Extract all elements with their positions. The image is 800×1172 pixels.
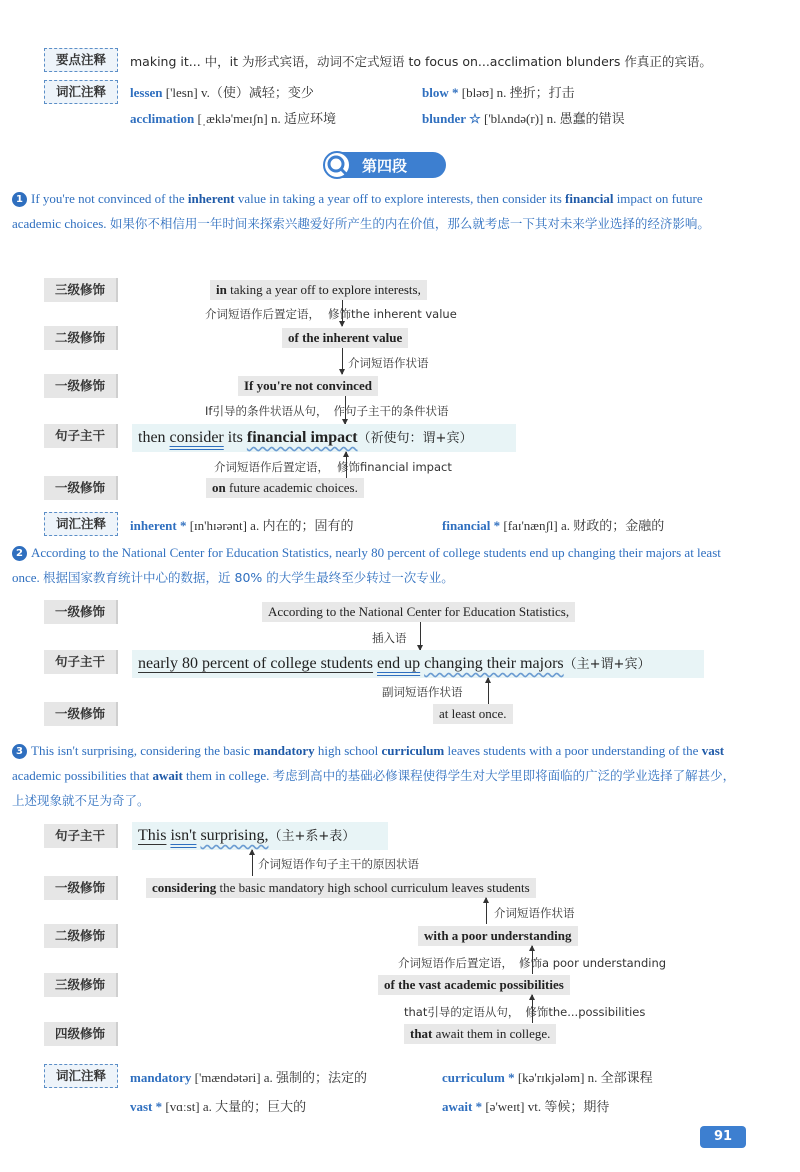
- modifier-level-2: of the inherent value: [282, 328, 408, 348]
- vocab-entry: await * [ə'weɪt] vt. 等候；期待: [442, 1099, 610, 1114]
- modifier-level-1: on future academic choices.: [206, 478, 364, 498]
- level-tag: 句子主干: [44, 650, 118, 674]
- level-tag: 二级修饰: [44, 326, 118, 350]
- level-tag: 三级修饰: [44, 973, 118, 997]
- modifier-level-1: considering the basic mandatory high school curriculum leaves students: [146, 878, 536, 898]
- vocab-entry: blow * [bləʊ] n. 挫折；打击: [422, 85, 575, 100]
- relation-note: that引导的定语从句， 修饰the...possibilities: [404, 1005, 646, 1019]
- vocab-tag: 词汇注释: [44, 1064, 118, 1088]
- sentence-number: 1: [12, 192, 27, 207]
- level-tag: 二级修饰: [44, 924, 118, 948]
- vocab-tag: 词汇注释: [44, 512, 118, 536]
- level-tag: 一级修饰: [44, 702, 118, 726]
- page-number: 91: [700, 1126, 746, 1148]
- key-points-text: making it... 中，it 为形式宾语，动词不定式短语 to focus on...acclimation blunders 作真正的宾语。: [130, 54, 712, 69]
- vocab-entry: lessen ['lesn] v.（使）减轻；变少: [130, 85, 314, 100]
- sentence-number: 3: [12, 744, 27, 759]
- section-title: 第四段: [362, 157, 408, 175]
- level-tag: 四级修饰: [44, 1022, 118, 1046]
- modifier-level-4: that await them in college.: [404, 1024, 556, 1044]
- level-tag: 一级修饰: [44, 476, 118, 500]
- level-tag: 句子主干: [44, 424, 118, 448]
- vocab-entry: mandatory ['mændətəri] a. 强制的；法定的: [130, 1070, 368, 1085]
- arrow-down: [420, 622, 421, 650]
- section-header: [328, 152, 446, 178]
- sentence-main-clause: then consider its financial impact（祈使句：谓+宾）: [132, 424, 516, 452]
- vocab-entry: financial * [faɪ'nænʃl] a. 财政的；金融的: [442, 518, 665, 533]
- relation-note: 介词短语作状语: [494, 906, 575, 920]
- arrow-down: [342, 348, 343, 374]
- sentence-main-clause: This isn't surprising,（主+系+表）: [132, 822, 388, 850]
- sentence-3-paragraph: 3 This isn't surprising, considering the basic mandatory high school curriculum leaves students with a poor understanding of the vast academic possibilities that await them in college. 考虑到高中的基础必修课程使得学生对大学里即将面临的广泛的学业选择了解甚少，上述现象就不足为奇了。: [12, 743, 736, 808]
- level-tag: 一级修饰: [44, 600, 118, 624]
- sentence-number: 2: [12, 546, 27, 561]
- vocab-entry: acclimation [ˌæklə'meɪʃn] n. 适应环境: [130, 111, 336, 126]
- relation-note: 介词短语作句子主干的原因状语: [258, 857, 419, 871]
- level-tag: 三级修饰: [44, 278, 118, 302]
- magnifier-icon: [322, 150, 352, 180]
- level-tag: 一级修饰: [44, 374, 118, 398]
- vocab-entry: curriculum * [kə'rɪkjələm] n. 全部课程: [442, 1070, 653, 1085]
- level-tag: 一级修饰: [44, 876, 118, 900]
- key-points-tag: 要点注释: [44, 48, 118, 72]
- modifier-level-3: of the vast academic possibilities: [378, 975, 570, 995]
- relation-note: 副词短语作状语: [382, 685, 463, 699]
- arrow-up: [488, 678, 489, 704]
- modifier-level-1: at least once.: [433, 704, 513, 724]
- relation-note: 介词短语作后置定语， 修饰a poor understanding: [398, 956, 667, 970]
- modifier-level-3: in taking a year off to explore interests,: [210, 280, 427, 300]
- vocab-entry: blunder ☆ ['blʌndə(r)] n. 愚蠢的错误: [422, 111, 625, 126]
- relation-note: 介词短语作后置定语， 修饰financial impact: [214, 460, 452, 474]
- sentence-1-paragraph: 1 If you're not convinced of the inherent value in taking a year off to explore interests, then consider its financial impact on future academic choices. 如果你不相信用一年时间来探索兴趣爱好所产生的内在价值，那么就考虑一下其对未来学业选择的经济影响。: [12, 191, 710, 231]
- modifier-level-1: According to the National Center for Education Statistics,: [262, 602, 575, 622]
- level-tag: 句子主干: [44, 824, 118, 848]
- relation-note: 插入语: [372, 631, 407, 645]
- sentence-2-paragraph: 2 According to the National Center for Education Statistics, nearly 80 percent of college students end up changing their majors at least once. 根据国家教育统计中心的数据，近 80% 的大学生最终至少转过一次专业。: [12, 545, 721, 585]
- vocab-entry: inherent * [ɪn'hɪərənt] a. 内在的；固有的: [130, 518, 354, 533]
- arrow-up: [486, 898, 487, 924]
- modifier-level-2: with a poor understanding: [418, 926, 578, 946]
- relation-note: 介词短语作后置定语， 修饰the inherent value: [205, 307, 457, 321]
- arrow-up: [252, 850, 253, 876]
- sentence-main-clause: nearly 80 percent of college students end up changing their majors（主+谓+宾）: [132, 650, 704, 678]
- relation-note: 介词短语作状语: [348, 356, 429, 370]
- vocab-entry: vast * [vɑːst] a. 大量的；巨大的: [130, 1099, 307, 1114]
- relation-note: If引导的条件状语从句， 作句子主干的条件状语: [205, 404, 449, 418]
- modifier-level-1: If you're not convinced: [238, 376, 378, 396]
- vocab-tag: 词汇注释: [44, 80, 118, 104]
